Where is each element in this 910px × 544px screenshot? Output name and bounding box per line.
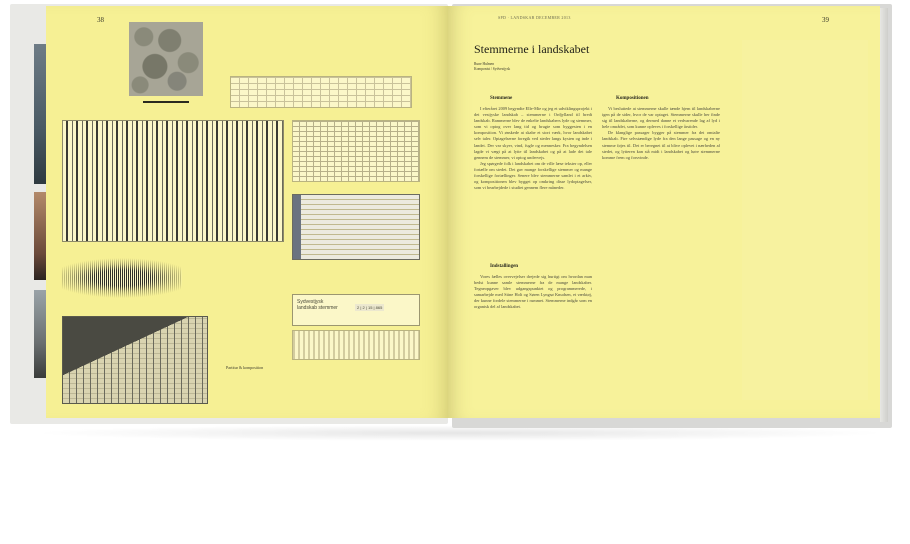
figure-software-screenshot [292,194,420,260]
figure-caption: Partitur & komposition [226,365,264,370]
section-heading-3: Kompositionen [616,96,649,101]
running-head: SPD · LANDSKAB DECEMBER 2013 [498,15,571,20]
paragraph: Vi besluttede at stemmerne skulle tænde hjem til landskaberne igen på de sider, hvor de var optaget. Stemmerne skulle her finde sig til landskaberne, og dermed danne et vedvarende lag af lyd i hele området, som kunne opleves i forskellige årstider. [602,106,720,130]
article-title: Stemmerne i landskabet [474,42,590,56]
figure-score-matrix [62,120,284,242]
page-stack-edge [880,8,888,422]
text-column-3 [602,106,720,161]
text-column-1 [474,106,592,191]
panel-counter: 2 | 2 | 15 | 865 [357,305,383,310]
paragraph: Jeg spørgede folk i landskabet om de ville læse tekster op, eller fortælle om stedet. Det gav mange forskellige stemmer og mange forskellige fortællinger. Senere blev stemmerne samlet i et arkiv, og kompositionen blev bygget op omkring disse lydoptagelser, som vi bearbejdede i studiet gennem flere måneder. [474,160,592,191]
figure-timeline-strip [292,330,420,360]
text-column-2 [474,274,592,311]
figure-circle-pattern [129,22,203,96]
figure-stair-diagram [62,316,208,404]
author-role: Komponist / Sydvestjysk [474,67,511,71]
figure-grid-table [292,120,420,182]
section-heading-2: Indstallingen [490,264,519,269]
blank-margin-area [742,40,868,400]
figure-small-table [230,76,412,108]
paragraph: De klanglige passager bygger på stemmer fra det omtalte landskab. Fire selvstændige lyde fra den lange passage og en ny stemme føjes til. Det er beregnet til at blive oplevet i nærheden af stedet, og lytteren kan stå midt i landskabet og høre stemmerne komme frem og forsvinde. [602,130,720,160]
figure-scale-bar [143,101,189,103]
article-byline [474,62,510,72]
right-folio: 39 [822,16,829,24]
panel-sign-text: Sydvestjysk landskab stemmer [297,299,338,311]
paragraph: Vores fælles overvejelser drejede sig hurtigt om hvordan man bedst kunne samle stemmerne fra de mange landskaber. Tegneopgaver blev udgangspunktet og programmerede, i samarbejde med Stine Holt og Søren Lyngsø Knudsen, et værktøj, der kunne fordele stemmerne i rummet. Stemmerne indgår som en organisk del af landskabet. [474,274,592,310]
section-heading-1: Stemmene [490,96,513,101]
left-folio: 38 [97,16,104,24]
figure-interface-panel [292,294,420,326]
paragraph: I efteråret 2009 begyndte Elle-Mie og jeg et udviklingsprojekt i det vestjyske landskab – stemmerne i Ordjylland til bredt landskab. Rammerne blev de enkelte landskabers lyde og stemmer, som vi optog over lang tid og brugte som byggesten i en komposition. Vi ønskede at skabe et stort værk, hvor landskabet selv taler. Optagelserne foregik ved steder langs kysten og inde i landet. Der var skyer, vind, fugle og mennesker. Fra begyndelsen lagde vi vægt på at lytte til landskabet og på at lade det tale gennem de stemmer, vi optog undervejs. [474,106,592,160]
author-name: Rune Hulmen [474,62,495,66]
figure-waveform [62,258,182,298]
